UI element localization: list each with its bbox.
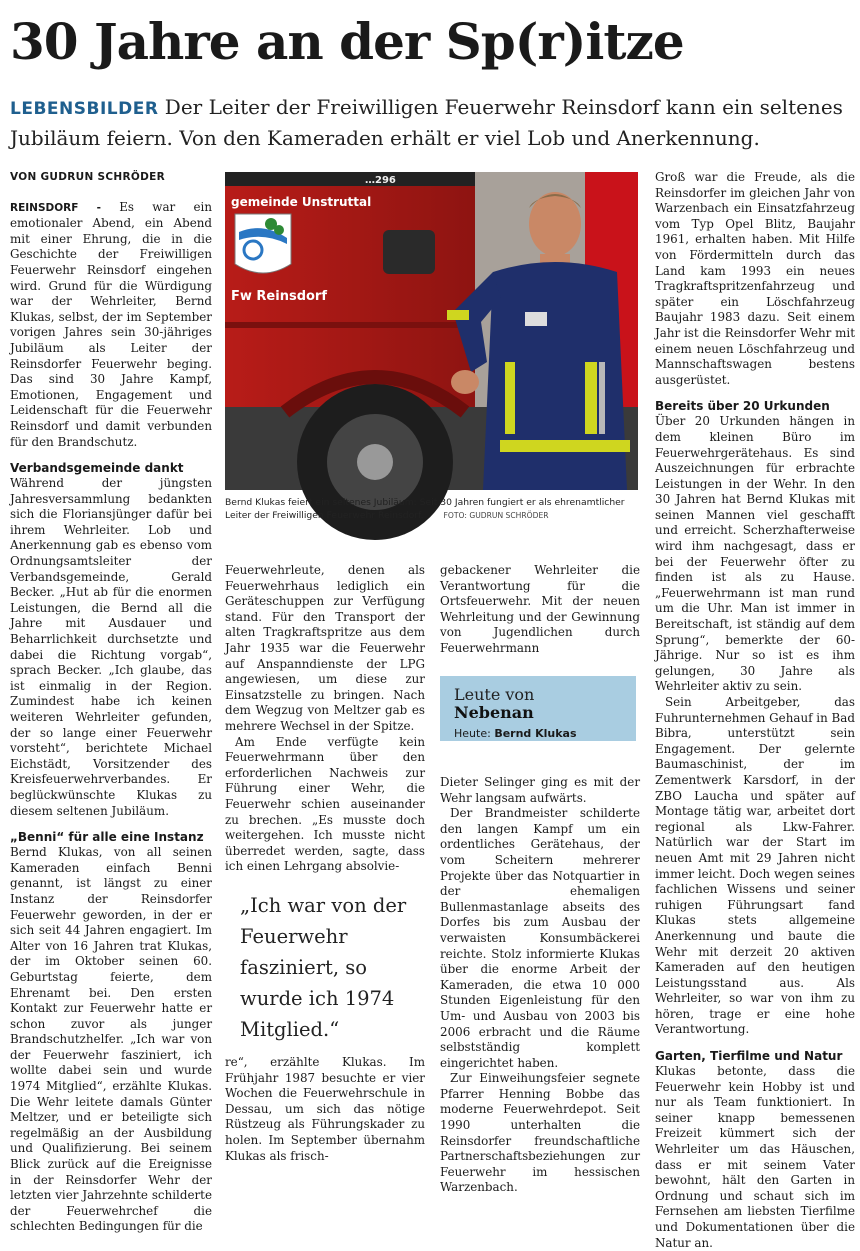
pull-quote: „Ich war von der Feuerwehr fasziniert, so wurde ich 1974 Mitglied.“: [240, 894, 407, 1041]
paragraph: Dieter Selinger ging es mit der Wehr langsam aufwärts.: [440, 775, 640, 805]
box-name: Bernd Klukas: [494, 727, 577, 740]
column-3: [440, 563, 640, 657]
deck: [10, 93, 850, 153]
box-line-2: Nebenan: [454, 703, 534, 722]
column-2-continued: [225, 1055, 425, 1164]
column-2: [225, 563, 425, 875]
box-prefix: Heute:: [454, 727, 491, 740]
paragraph: Bernd Klukas, von all seinen Kameraden einfach Benni genannt, ist längst zu einer Instanz der Reinsdorfer Feuerwehr geworden, in der er sich seit 44 Jahren engagiert. Im Alter von 16 Jahren trat Klukas, der im Oktober seinen 60. Geburtstag feierte, dem Ehrenamt bei. Den ersten Kontakt zur Feuerwehr hatte er schon zuvor als junger Brandschutzhelfer. „Ich war von der Feuerwehr fasziniert, ich wollte dabei sein und wurde 1974 Mitglied“, erzählte Klukas. Die Wehr leitete damals Günter Meltzer, und er beteiligte sich regelmäßig an der Ausbildung und Qualifizierung. Bei seinem Blick zurück auf die Ereignisse in der Reinsdorfer Wehr der letzten vier Jahrzehnte schilderte der Feuerwehrchef die schlechten Bedingungen für die: [10, 845, 212, 1234]
paragraph: Am Ende verfügte kein Feuerwehrmann über den erforderlichen Nachweis zur Führung einer Wehr, die Feuerwehr schien auseinander zu brechen. „Es musste doch weitergehen. Ich musste nicht überredet werden, sagte, dass ich einen Lehrgang absolvie-: [225, 734, 425, 874]
paragraph: Zur Einweihungsfeier segnete Pfarrer Henning Bobbe das moderne Feuerwehrdepot. Seit 1990 unterhalten die Reinsdorfer freundschaftliche Partnerschaftsbeziehungen zur Feuerwehr im hessischen Warzenbach.: [440, 1071, 640, 1195]
paragraph: Über 20 Urkunden hängen in dem kleinen Büro im Feuerwehrgerätehaus. Es sind Auszeichnungen für erbrachte Leistungen in der Wehr. In den 30 Jahren hat Bernd Klukas mit seinen Mannen viel geschafft und erreicht. Scherzhafterweise wird ihm nachgesagt, dass er bei der Feuerwehr öfter zu finden ist als zu Hause. „Feuerwehrmann ist man rund um die Uhr. Man ist immer in Bereitschaft, ist ständig auf dem Sprung“, bemerkte der 60-Jährige. Nur so ist es ihm gelungen, 30 Jahre als Wehrleiter aktiv zu sein.: [655, 414, 855, 694]
byline: VON GUDRUN SCHRÖDER: [10, 171, 165, 183]
paragraph: [10, 200, 212, 451]
box-today: [454, 724, 622, 744]
caption-text: Bernd Klukas feiert ein seltenes Jubiläum: Seit 30 Jahren fungiert er als ehrenamtlicher Leiter der Freiwilligen Feuerwehr Reinsdorf.: [225, 497, 625, 521]
series-box: [440, 676, 636, 741]
column-4: [655, 170, 855, 1251]
deck-text: Der Leiter der Freiwilligen Feuerwehr Reinsdorf kann ein seltenes Jubiläum feiern. Von den Kameraden erhält er viel Lob und Anerkennung.: [10, 95, 843, 150]
plate-text: …296: [365, 175, 396, 186]
subheading: Verbandsgemeinde dankt: [10, 461, 184, 476]
subheading: Garten, Tierfilme und Natur: [655, 1049, 843, 1064]
photo-caption: [225, 496, 638, 522]
box-line-1: Leute von: [454, 685, 535, 704]
paragraph: re“, erzählte Klukas. Im Frühjahr 1987 besuchte er vier Wochen die Feuerwehrschule in Dessau, um sich das nötige Rüstzeug als Führungskader zu holen. Im September übernahm Klukas als frisch-: [225, 1055, 425, 1163]
photo-firetruck-image: [225, 172, 638, 490]
paragraph: Groß war die Freude, als die Reinsdorfer im gleichen Jahr von Warzenbach ein Einsatzfahrzeug vom Typ Opel Blitz, Baujahr 1961, erhalten haben. Mit Hilfe von Fördermitteln durch das Land kam 1993 ein neues Tragkraftspritzenfahrzeug und später ein Löschfahrzeug Baujahr 1983 dazu. Seit einem Jahr ist die Reinsdorfer Wehr mit einem neuen Löschfahrzeug und Mannschaftswagen bestens ausgerüstet.: [655, 170, 855, 387]
photo: [225, 172, 638, 490]
paragraph: Sein Arbeitgeber, das Fuhrunternehmen Gehauf in Bad Bibra, unterstützt sein Engagement. Der gelernte Baumaschinist, der im Zementwerk Karsdorf, in der ZBO Laucha und später auf Montage tätig war, arbeitet dort regional als Lkw-Fahrer. Natürlich war der Start im neuen Amt mit 29 Jahren nicht immer leicht. Doch wegen seines fachlichen Wissens und seiner ruhigen Führungsart fand Klukas stets allgemeine Anerkennung und baute die Wehr mit derzeit 20 aktiven Kameraden auf den heutigen Leistungsstand aus. Als Wehrleiter, so war von ihm zu hören, trage er eine hohe Verantwortung.: [655, 695, 855, 1037]
column-1: [10, 170, 212, 1235]
dateline: REINSDORF -: [10, 201, 101, 214]
truck-text: gemeinde Unstruttal: [231, 195, 372, 209]
paragraph: Während der jüngsten Jahresversammlung bedankten sich die Floriansjünger dafür bei ihrem Wehrleiter. Lob und Anerkennung gab es ebenso vom Ordnungsamtsleiter der Verbandsgemeinde, Gerald Becker. „Hut ab für die enormen Leistungen, die Bernd all die Jahre mit Ausdauer und Beharrlichkeit durchsetzte und dabei die Richtung vorgab“, sprach Becker. „Ich glaube, das ist einmalig in der Region. Zumindest habe ich keinen weiteren Wehrleiter gefunden, der so lange einer Feuerwehr vorsteht“, berichtete Michael Eichstädt, Vorsitzender des Kreisfeuerwehrverbandes. Er beglückwünschte Klukas zu diesem seltenen Jubiläum.: [10, 476, 212, 818]
paragraph-text: Es war ein emotionaler Abend, ein Abend mit einer Ehrung, die in die Geschichte der Freiwilligen Feuerwehr Reinsdorf eingehen wird. Grund für die Würdigung war der Wehrleiter, Bernd Klukas, selbst, der im September vorigen Jahres sein 30-jähriges Jubiläum als Leiter der Reinsdorfer Feuerwehr beging. Das sind 30 Jahre Kampf, Emotionen, Engagement und Leidenschaft für die Feuerwehr Reinsdorf und damit verbunden für den Brandschutz.: [10, 199, 213, 449]
paragraph: gebackener Wehrleiter die Verantwortung für die Ortsfeuerwehr. Mit der neuen Wehrleitung und der Gewinnung von Jugendlichen durch Feuerwehrmann: [440, 563, 640, 655]
headline: 30 Jahre an der Sp(r)itze: [10, 12, 684, 71]
paragraph: Klukas betonte, dass die Feuerwehr kein Hobby ist und nur als Team funktioniert. In seiner knapp bemessenen Freizeit kümmert sich der Wehrleiter um das Häuschen, dass er mit seinem Vater bewohnt, hält den Garten in Ordnung und schaut sich im Fernsehen am liebsten Tierfilme und Dokumentationen über die Natur an.: [655, 1064, 855, 1250]
column-3-continued: [440, 775, 640, 1196]
paragraph: Feuerwehrleute, denen als Feuerwehrhaus lediglich ein Geräteschuppen zur Verfügung stand. Für den Transport der alten Tragkraftspritze aus dem Jahr 1935 war die Feuerwehr auf Anspanndienste der LPG angewiesen, um diese zur Einsatzstelle zu bringen. Nach dem Wegzug von Meltzer gab es mehrere Wechsel in der Spitze.: [225, 563, 425, 733]
paragraph: Der Brandmeister schilderte den langen Kampf um ein ordentliches Gerätehaus, der vom Scheitern mehrerer Projekte über das Notquartier in der ehemaligen Bullenmastanlage abseits des Dorfes bis zum Ausbau der verwaisten Konsumbäckerei reichte. Stolz informierte Klukas über die enorme Arbeit der Kameraden, die etwa 10 000 Stunden Eigenleistung für den Um- und Ausbau von 2003 bis 2006 erbracht und die Räume selbstständig komplett eingerichtet haben.: [440, 806, 640, 1070]
subheading: Bereits über 20 Urkunden: [655, 399, 830, 414]
photo-credit: FOTO: GUDRUN SCHRÖDER: [443, 511, 549, 520]
subheading: „Benni“ für alle eine Instanz: [10, 830, 204, 845]
kicker: LEBENSBILDER: [10, 99, 159, 119]
truck-text-2: Fw Reinsdorf: [231, 289, 327, 304]
